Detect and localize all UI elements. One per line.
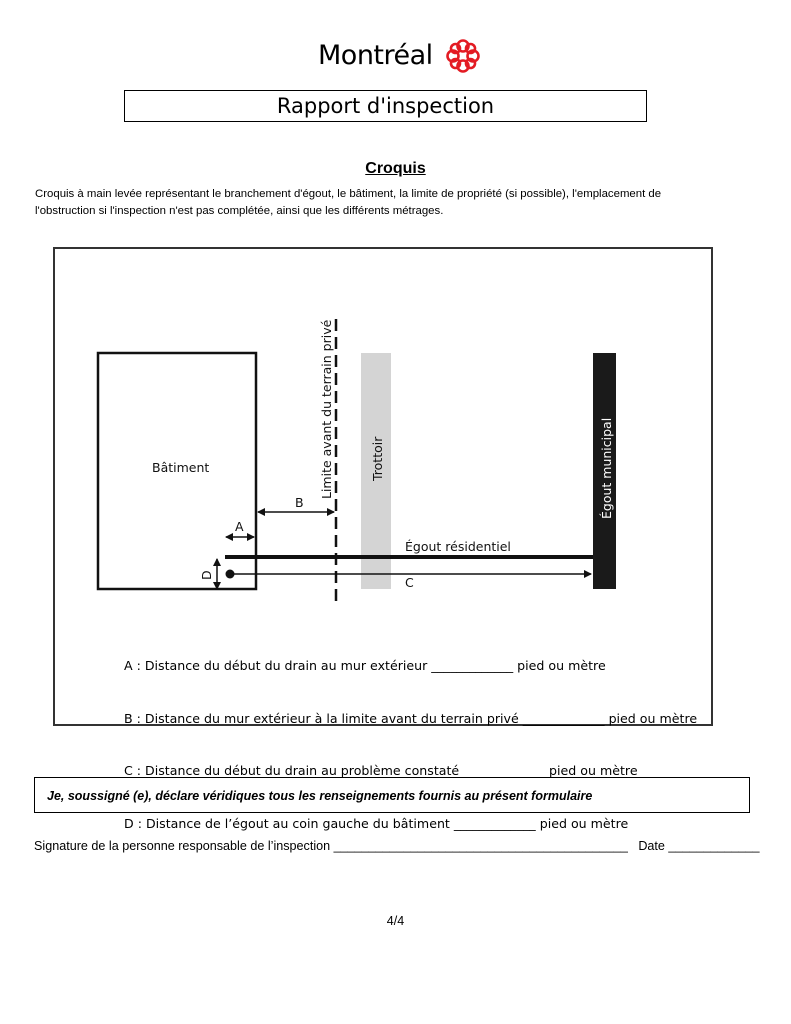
page-number: 4/4 [386, 914, 405, 928]
residential-sewer-label: Égout résidentiel [405, 539, 511, 554]
legend-item-d: D : Distance de l’égout au coin gauche du bâtiment _____________ pied ou mètre [124, 815, 629, 831]
dimension-legend [124, 622, 697, 850]
signature-line[interactable]: Signature de la personne responsable de l’inspection __________________________________________ Date _____________ [34, 839, 760, 853]
building-label: Bâtiment [152, 460, 210, 475]
dimension-b-label: B [295, 495, 304, 510]
sidewalk-label: Trottoir [370, 436, 385, 481]
legend-item-c: C : Distance du début du drain au problème constaté _____________ pied ou mètre [124, 763, 638, 778]
legend-item-a: A : Distance du début du drain au mur extérieur _____________ pied ou mètre [124, 658, 606, 673]
logo-text: Montréal [318, 40, 433, 71]
dimension-d-label: D [199, 570, 214, 580]
dimension-c-label: C [405, 575, 414, 590]
declaration-text: Je, soussigné (e), déclare véridiques tous les renseignements fournis au présent formulaire [47, 789, 593, 803]
section-intro: Croquis à main levée représentant le branchement d'égout, le bâtiment, la limite de propriété (si possible), l'emplacement de l'obstruction si l'inspection n'est pas complétée, ainsi que les différents métrages. [35, 188, 662, 217]
dimension-a-label: A [235, 519, 244, 534]
property-line-label: Limite avant du terrain privé [319, 319, 334, 499]
section-title: Croquis [365, 160, 426, 177]
page-title: Rapport d'inspection [124, 90, 647, 122]
declaration-box [34, 777, 750, 813]
municipal-sewer-label: Égout municipal [599, 417, 614, 519]
logo [0, 36, 791, 76]
montreal-rosette-icon [444, 38, 482, 74]
legend-item-b: B : Distance du mur extérieur à la limite avant du terrain privé _____________ pied ou mètre [124, 710, 698, 726]
